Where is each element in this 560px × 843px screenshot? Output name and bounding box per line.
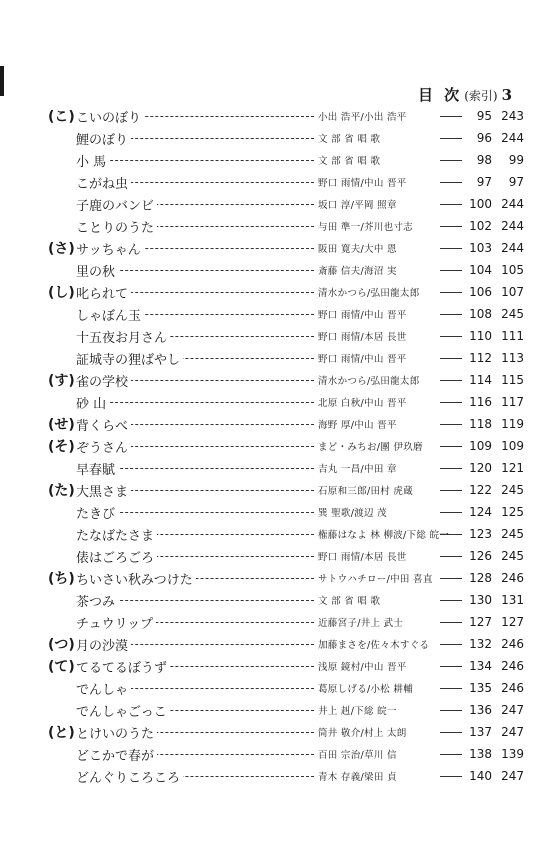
score-page: 95 [462, 109, 492, 123]
toc-entry [0, 479, 560, 501]
toc-entry [0, 721, 560, 743]
lyricist-composer: 坂口 淳/平岡 照章 [318, 200, 397, 211]
lyricist-composer: 小出 浩平/小出 浩平 [318, 112, 407, 123]
score-page: 126 [462, 549, 492, 563]
lyricist-composer: 阪田 寛夫/大中 恩 [318, 244, 397, 255]
lyrics-page: 109 [501, 439, 524, 453]
lyrics-page: 245 [501, 527, 524, 541]
toc-entry [0, 325, 560, 347]
song-title: 雀の学校 [76, 371, 131, 390]
lyricist-composer: 文 部 省 唱 歌 [318, 134, 381, 145]
score-page: 136 [462, 703, 492, 717]
lyrics-page: 111 [501, 329, 524, 343]
toc-entry [0, 457, 560, 479]
lyrics-page: 246 [501, 637, 524, 651]
index-kana: (て) [48, 659, 75, 675]
lyrics-page: 244 [501, 197, 524, 211]
toc-entry [0, 435, 560, 457]
song-title: 茶つみ [76, 591, 118, 610]
index-kana: (す) [48, 373, 75, 389]
lyrics-page: 107 [501, 285, 524, 299]
lyricist-composer: 吉丸 一昌/中田 章 [318, 464, 397, 475]
toc-entry [0, 633, 560, 655]
lyrics-page: 247 [501, 725, 524, 739]
toc-entry [0, 105, 560, 127]
toc-entry [0, 193, 560, 215]
score-page: 120 [462, 461, 492, 475]
index-kana: (と) [48, 725, 75, 741]
song-title: 十五夜お月さん [76, 327, 170, 346]
score-page: 127 [462, 615, 492, 629]
song-title: 子鹿のバンビ [76, 195, 157, 214]
lyricist-composer: 海野 厚/中山 晋平 [318, 420, 397, 431]
toc-entry [0, 237, 560, 259]
index-kana: (た) [48, 483, 75, 499]
toc-entry [0, 171, 560, 193]
page-header [418, 84, 512, 105]
lyricist-composer: サトウハチロー/中田 喜直 [318, 574, 433, 585]
lyricist-composer: 野口 雨情/中山 晋平 [318, 354, 407, 365]
toc-title: 目 次 [417, 86, 463, 104]
song-title: 叱られて [76, 283, 131, 302]
lyricist-composer: 浅原 鏡村/中山 晋平 [318, 662, 407, 673]
song-title: サッちゃん [76, 239, 144, 258]
toc-entry [0, 413, 560, 435]
song-title: てるてるぼうず [76, 657, 170, 676]
lyricist-composer: 斎藤 信夫/海沼 実 [318, 266, 397, 277]
lyricist-composer: 葛原しげる/小松 耕輔 [318, 684, 414, 695]
score-page: 100 [462, 197, 492, 211]
index-kana: (さ) [48, 241, 75, 257]
toc-entry [0, 743, 560, 765]
lyrics-page: 246 [501, 659, 524, 673]
dot-leader [90, 270, 314, 271]
song-title: 小 馬 [76, 151, 109, 170]
lyricist-composer: 文 部 省 唱 歌 [318, 156, 381, 167]
toc-subtitle: (索引) [464, 89, 498, 103]
dot-leader [90, 402, 314, 403]
lyrics-page: 121 [501, 461, 524, 475]
score-page: 96 [462, 131, 492, 145]
score-page: 128 [462, 571, 492, 585]
song-title: 里の秋 [76, 261, 118, 280]
score-page: 103 [462, 241, 492, 255]
song-title: 証城寺の狸ばやし [76, 349, 183, 368]
score-page: 137 [462, 725, 492, 739]
lyrics-page: 139 [501, 747, 524, 761]
index-kana: (し) [48, 285, 75, 301]
song-title: こいのぼり [76, 107, 144, 126]
song-title: ぞうさん [76, 437, 131, 456]
song-title: 砂 山 [76, 393, 109, 412]
score-page: 116 [462, 395, 492, 409]
score-page: 135 [462, 681, 492, 695]
lyrics-page: 115 [501, 373, 524, 387]
lyricist-composer: 野口 雨情/中山 晋平 [318, 310, 407, 321]
lyricist-composer: 与田 準一/芥川也寸志 [318, 222, 414, 233]
lyricist-composer: 百田 宗治/草川 信 [318, 750, 397, 761]
dot-leader [90, 468, 314, 469]
toc-entry [0, 127, 560, 149]
toc-entry [0, 259, 560, 281]
toc-entry [0, 589, 560, 611]
toc-entry [0, 765, 560, 787]
toc-entry [0, 545, 560, 567]
lyricist-composer: 加藤まさを/佐々木すぐる [318, 640, 430, 651]
lyricist-composer: 井上 赳/下総 皖一 [318, 706, 397, 717]
lyrics-page: 113 [501, 351, 524, 365]
score-page: 98 [462, 153, 492, 167]
lyrics-page: 99 [508, 153, 524, 167]
song-title: チュウリップ [76, 613, 156, 632]
song-title: 早春賦 [76, 459, 118, 478]
toc-entry [0, 281, 560, 303]
dot-leader [90, 512, 314, 513]
song-title: たきび [76, 503, 118, 522]
score-page: 108 [462, 307, 492, 321]
lyricist-composer: 野口 雨情/本居 長世 [318, 332, 407, 343]
index-kana: (ち) [48, 571, 75, 587]
lyricist-composer: 青木 存義/梁田 貞 [318, 772, 397, 783]
score-page: 118 [462, 417, 492, 431]
lyricist-composer: 文 部 省 唱 歌 [318, 596, 381, 607]
song-title: どこかで春が [76, 745, 157, 764]
score-page: 104 [462, 263, 492, 277]
song-title: ことりのうた [76, 217, 157, 236]
score-page: 112 [462, 351, 492, 365]
song-title: たなばたさま [76, 525, 157, 544]
index-kana: (つ) [48, 637, 75, 653]
score-page: 123 [462, 527, 492, 541]
lyricist-composer: まど・みちお/團 伊玖磨 [318, 442, 423, 453]
score-page: 134 [462, 659, 492, 673]
score-page: 140 [462, 769, 492, 783]
page-edge-mark [0, 66, 4, 96]
score-page: 124 [462, 505, 492, 519]
score-page: 130 [462, 593, 492, 607]
song-title: 月の沙漠 [76, 635, 131, 654]
score-page: 102 [462, 219, 492, 233]
toc-entry [0, 611, 560, 633]
song-title: どんぐりころころ [76, 767, 183, 786]
lyrics-page: 245 [501, 549, 524, 563]
toc-entry [0, 523, 560, 545]
lyricist-composer: 権藤はなよ 林 柳波/下総 皖一 [318, 530, 450, 541]
lyricist-composer: 清水かつら/弘田龍太郎 [318, 376, 420, 387]
lyrics-page: 119 [501, 417, 524, 431]
toc-entry [0, 567, 560, 589]
toc-entry [0, 501, 560, 523]
score-page: 97 [462, 175, 492, 189]
toc-entry [0, 655, 560, 677]
lyrics-page: 244 [501, 131, 524, 145]
page-number: 3 [501, 86, 512, 104]
score-page: 106 [462, 285, 492, 299]
song-title: しゃぼん玉 [76, 305, 144, 324]
score-page: 114 [462, 373, 492, 387]
index-kana: (こ) [48, 109, 75, 125]
lyrics-page: 247 [501, 769, 524, 783]
lyrics-page: 247 [501, 703, 524, 717]
lyrics-page: 117 [501, 395, 524, 409]
lyrics-page: 131 [501, 593, 524, 607]
dot-leader [90, 600, 314, 601]
lyrics-page: 245 [501, 307, 524, 321]
song-title: ちいさい秋みつけた [76, 569, 196, 588]
lyrics-page: 245 [501, 483, 524, 497]
toc-entry [0, 347, 560, 369]
index-kana: (せ) [48, 417, 75, 433]
lyrics-page: 125 [501, 505, 524, 519]
dot-leader [90, 160, 314, 161]
lyricist-composer: 野口 雨情/中山 晋平 [318, 178, 407, 189]
score-page: 138 [462, 747, 492, 761]
lyrics-page: 246 [501, 571, 524, 585]
lyrics-page: 246 [501, 681, 524, 695]
lyrics-page: 244 [501, 219, 524, 233]
song-title: でんしゃごっこ [76, 701, 170, 720]
score-page: 110 [462, 329, 492, 343]
lyrics-page: 127 [501, 615, 524, 629]
song-title: こがね虫 [76, 173, 131, 192]
song-title: 大黒さま [76, 481, 131, 500]
lyricist-composer: 北原 白秋/中山 晋平 [318, 398, 407, 409]
song-title: とけいのうた [76, 723, 157, 742]
song-title: 鯉のぼり [76, 129, 131, 148]
lyricist-composer: 石原和三郎/田村 虎蔵 [318, 486, 414, 497]
score-page: 109 [462, 439, 492, 453]
song-title: でんしゃ [76, 679, 131, 698]
toc-entry [0, 149, 560, 171]
toc-entry [0, 391, 560, 413]
toc-entry [0, 677, 560, 699]
lyrics-page: 97 [508, 175, 524, 189]
song-title: 俵はごろごろ [76, 547, 157, 566]
toc-entry [0, 369, 560, 391]
score-page: 122 [462, 483, 492, 497]
lyrics-page: 243 [501, 109, 524, 123]
toc-entry [0, 699, 560, 721]
score-page: 132 [462, 637, 492, 651]
toc-entry [0, 215, 560, 237]
lyrics-page: 244 [501, 241, 524, 255]
lyrics-page: 105 [501, 263, 524, 277]
toc-entry [0, 303, 560, 325]
index-kana: (そ) [48, 439, 75, 455]
lyricist-composer: 筒井 敬介/村上 太朗 [318, 728, 407, 739]
lyricist-composer: 清水かつら/弘田龍太郎 [318, 288, 420, 299]
song-title: 背くらべ [76, 415, 131, 434]
lyricist-composer: 野口 雨情/本居 長世 [318, 552, 407, 563]
lyricist-composer: 近藤宮子/井上 武士 [318, 618, 404, 629]
lyricist-composer: 巽 聖歌/渡辺 茂 [318, 508, 387, 519]
